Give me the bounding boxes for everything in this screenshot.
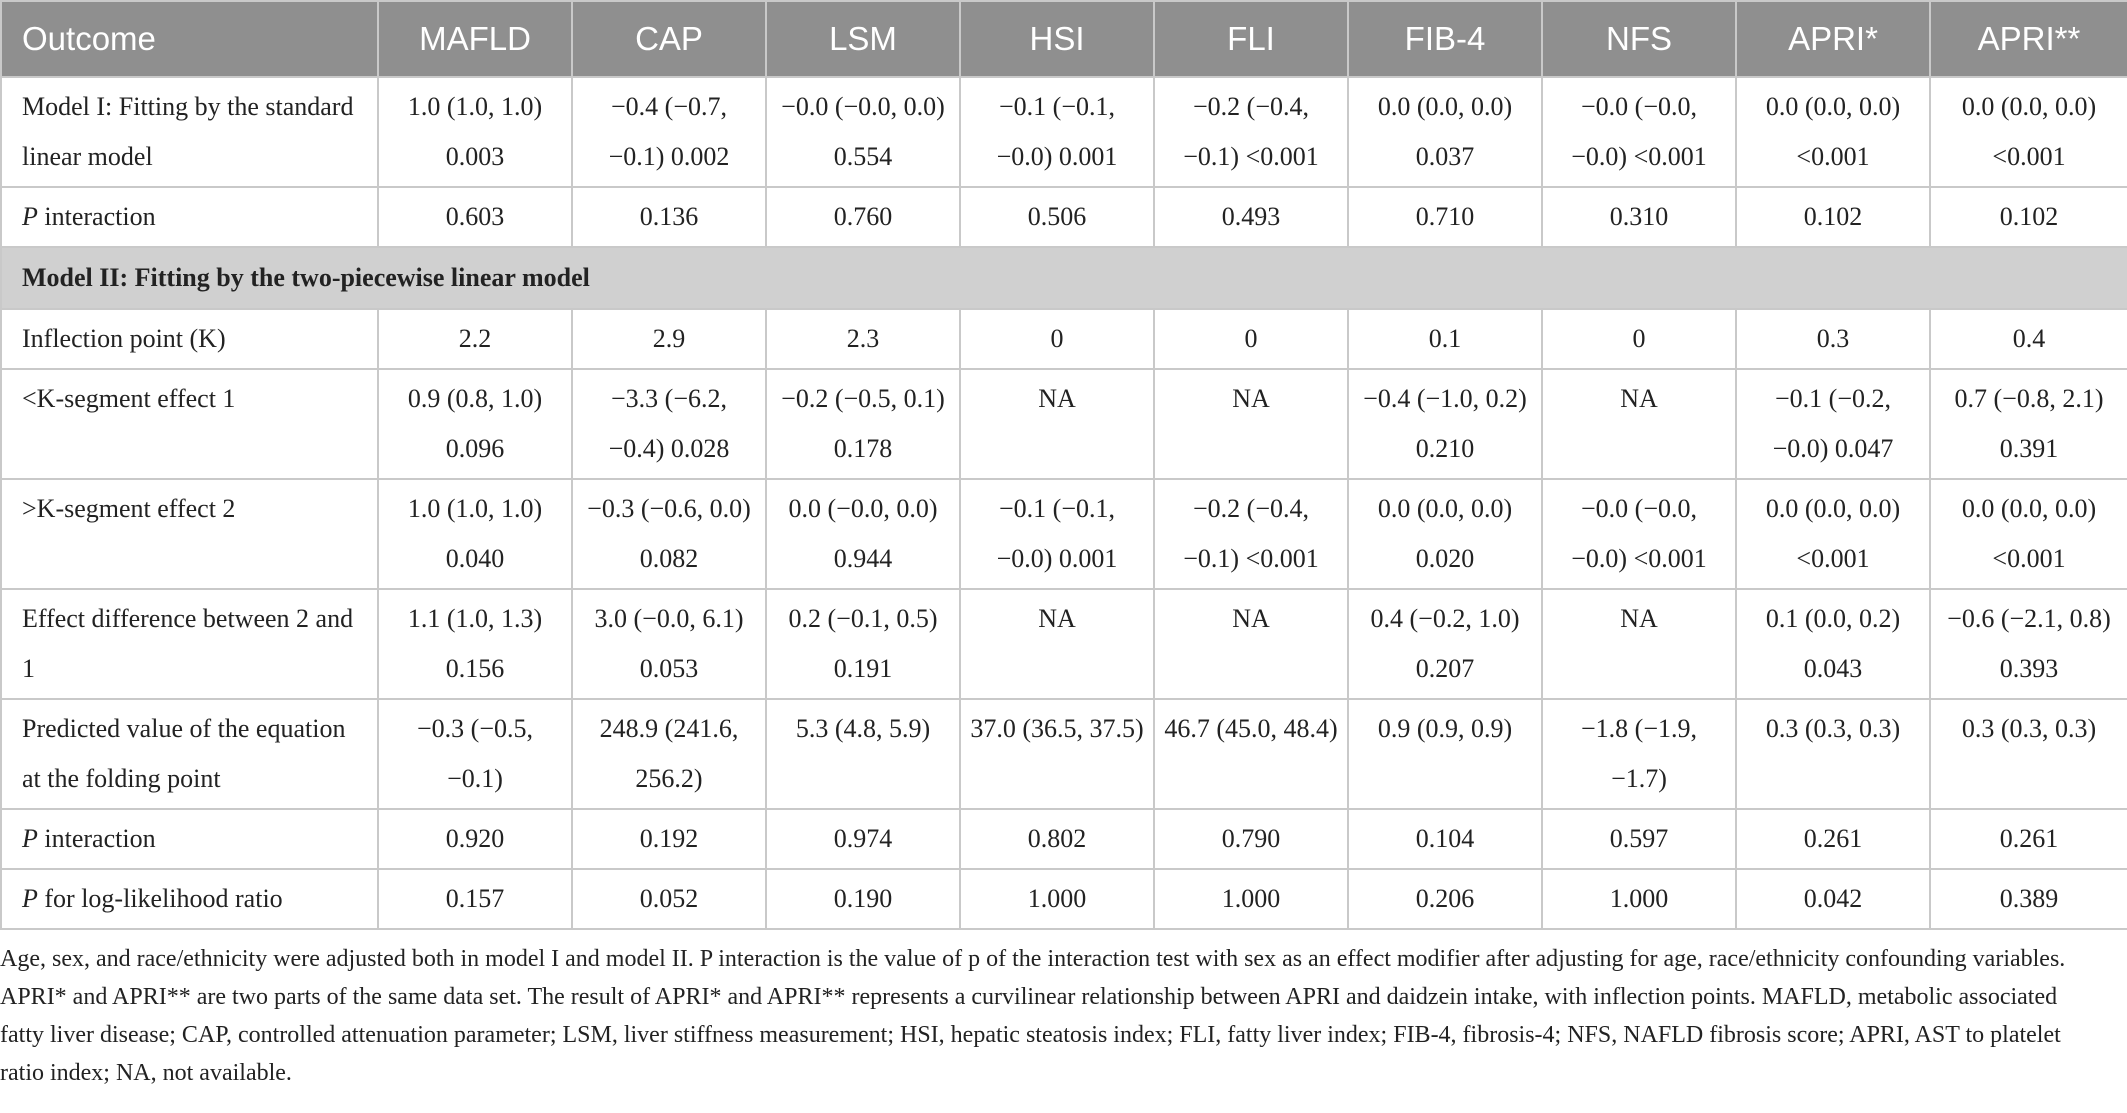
- table-cell: 0.790: [1154, 809, 1348, 869]
- table-cell: −1.8 (−1.9, −1.7): [1542, 699, 1736, 809]
- table-cell: 0.102: [1930, 187, 2127, 247]
- table-cell: 0: [1154, 309, 1348, 369]
- table-cell: 0.4 (−0.2, 1.0) 0.207: [1348, 589, 1542, 699]
- table-cell: NA: [960, 369, 1154, 479]
- table-cell: NA: [1542, 369, 1736, 479]
- row-label: Predicted value of the equation at the folding point: [1, 699, 378, 809]
- table-cell: 0.192: [572, 809, 766, 869]
- table-row: [1, 187, 2127, 247]
- table-row: [1, 309, 2127, 369]
- table-cell: 0.603: [378, 187, 572, 247]
- row-label: [1, 187, 378, 247]
- table-cell: 0.1 (0.0, 0.2) 0.043: [1736, 589, 1930, 699]
- column-header: CAP: [572, 1, 766, 77]
- table-cell: −0.2 (−0.5, 0.1) 0.178: [766, 369, 960, 479]
- table-cell: 0.190: [766, 869, 960, 929]
- column-header: APRI**: [1930, 1, 2127, 77]
- table-cell: −0.4 (−0.7, −0.1) 0.002: [572, 77, 766, 187]
- row-label: [1, 809, 378, 869]
- table-cell: 0.9 (0.9, 0.9): [1348, 699, 1542, 809]
- table-cell: 0.310: [1542, 187, 1736, 247]
- table-cell: 0.261: [1736, 809, 1930, 869]
- column-header: NFS: [1542, 1, 1736, 77]
- table-cell: 0.261: [1930, 809, 2127, 869]
- section-header: Model II: Fitting by the two-piecewise linear model: [1, 247, 2127, 309]
- table-cell: 1.000: [960, 869, 1154, 929]
- table-cell: 1.000: [1542, 869, 1736, 929]
- table-cell: 0: [960, 309, 1154, 369]
- table-cell: 0.0 (−0.0, 0.0) 0.944: [766, 479, 960, 589]
- table-cell: 2.9: [572, 309, 766, 369]
- table-row: [1, 809, 2127, 869]
- row-label: [1, 869, 378, 929]
- column-header: HSI: [960, 1, 1154, 77]
- p-italic: P: [22, 884, 38, 913]
- table-cell: 0.0 (0.0, 0.0) <0.001: [1736, 479, 1930, 589]
- table-cell: 0.7 (−0.8, 2.1) 0.391: [1930, 369, 2127, 479]
- table-cell: −0.1 (−0.1, −0.0) 0.001: [960, 77, 1154, 187]
- row-label: Effect difference between 2 and 1: [1, 589, 378, 699]
- table-cell: 0.974: [766, 809, 960, 869]
- table-cell: 0.506: [960, 187, 1154, 247]
- table-cell: 2.2: [378, 309, 572, 369]
- table-cell: −0.0 (−0.0, −0.0) <0.001: [1542, 479, 1736, 589]
- table-cell: 0.389: [1930, 869, 2127, 929]
- row-label-text: interaction: [37, 824, 156, 853]
- table-cell: NA: [1154, 589, 1348, 699]
- table-cell: 1.0 (1.0, 1.0) 0.003: [378, 77, 572, 187]
- table-cell: −0.0 (−0.0, −0.0) <0.001: [1542, 77, 1736, 187]
- table-row: [1, 369, 2127, 479]
- table-row: [1, 479, 2127, 589]
- table-cell: 0.802: [960, 809, 1154, 869]
- table-cell: 0.710: [1348, 187, 1542, 247]
- table-cell: 1.000: [1154, 869, 1348, 929]
- section-row: [1, 247, 2127, 309]
- table-cell: 0.1: [1348, 309, 1542, 369]
- table-cell: 248.9 (241.6, 256.2): [572, 699, 766, 809]
- row-label: <K-segment effect 1: [1, 369, 378, 479]
- table-cell: 0.157: [378, 869, 572, 929]
- table-cell: −0.1 (−0.2, −0.0) 0.047: [1736, 369, 1930, 479]
- table-cell: 0.052: [572, 869, 766, 929]
- table-cell: 0.3: [1736, 309, 1930, 369]
- table-row: [1, 77, 2127, 187]
- table-cell: 5.3 (4.8, 5.9): [766, 699, 960, 809]
- table-cell: 3.0 (−0.0, 6.1) 0.053: [572, 589, 766, 699]
- table-row: [1, 589, 2127, 699]
- table-cell: 0.597: [1542, 809, 1736, 869]
- header-row: [1, 1, 2127, 77]
- p-italic: P: [22, 824, 38, 853]
- table-cell: NA: [1542, 589, 1736, 699]
- table-cell: −0.1 (−0.1, −0.0) 0.001: [960, 479, 1154, 589]
- table-cell: 0.3 (0.3, 0.3): [1930, 699, 2127, 809]
- table-cell: 0.0 (0.0, 0.0) 0.037: [1348, 77, 1542, 187]
- table-cell: 2.3: [766, 309, 960, 369]
- table-cell: 0.493: [1154, 187, 1348, 247]
- column-header: APRI*: [1736, 1, 1930, 77]
- column-header: FIB-4: [1348, 1, 1542, 77]
- table-cell: 0.9 (0.8, 1.0) 0.096: [378, 369, 572, 479]
- table-cell: −3.3 (−6.2, −0.4) 0.028: [572, 369, 766, 479]
- table-cell: 0.0 (0.0, 0.0) 0.020: [1348, 479, 1542, 589]
- table-cell: 0.760: [766, 187, 960, 247]
- column-header: Outcome: [1, 1, 378, 77]
- table-cell: 0.920: [378, 809, 572, 869]
- table-cell: NA: [1154, 369, 1348, 479]
- row-label-text: for log-likelihood ratio: [37, 884, 283, 913]
- table-cell: −0.3 (−0.5, −0.1): [378, 699, 572, 809]
- column-header: LSM: [766, 1, 960, 77]
- table-cell: −0.2 (−0.4, −0.1) <0.001: [1154, 77, 1348, 187]
- table-cell: 1.0 (1.0, 1.0) 0.040: [378, 479, 572, 589]
- table-cell: −0.3 (−0.6, 0.0) 0.082: [572, 479, 766, 589]
- table-row: [1, 699, 2127, 809]
- table-cell: 0.4: [1930, 309, 2127, 369]
- row-label: Inflection point (K): [1, 309, 378, 369]
- table-cell: −0.6 (−2.1, 0.8) 0.393: [1930, 589, 2127, 699]
- table-cell: 0.136: [572, 187, 766, 247]
- p-italic: P: [22, 202, 38, 231]
- row-label: Model I: Fitting by the standard linear model: [1, 77, 378, 187]
- table-cell: −0.0 (−0.0, 0.0) 0.554: [766, 77, 960, 187]
- table-cell: −0.2 (−0.4, −0.1) <0.001: [1154, 479, 1348, 589]
- table-cell: 0.0 (0.0, 0.0) <0.001: [1736, 77, 1930, 187]
- row-label-text: interaction: [37, 202, 156, 231]
- table-cell: 0.0 (0.0, 0.0) <0.001: [1930, 77, 2127, 187]
- table-cell: 0.206: [1348, 869, 1542, 929]
- table-cell: 0.042: [1736, 869, 1930, 929]
- table-cell: 46.7 (45.0, 48.4): [1154, 699, 1348, 809]
- table-cell: 0.3 (0.3, 0.3): [1736, 699, 1930, 809]
- table-cell: 1.1 (1.0, 1.3) 0.156: [378, 589, 572, 699]
- column-header: FLI: [1154, 1, 1348, 77]
- table-cell: −0.4 (−1.0, 0.2) 0.210: [1348, 369, 1542, 479]
- column-header: MAFLD: [378, 1, 572, 77]
- table-cell: 0.104: [1348, 809, 1542, 869]
- table-cell: 0.0 (0.0, 0.0) <0.001: [1930, 479, 2127, 589]
- table-cell: 0.102: [1736, 187, 1930, 247]
- table-footnote: Age, sex, and race/ethnicity were adjusted both in model I and model II. P interaction is the value of p of the interaction test with sex as an effect modifier after adjusting for age, race/ethnicity confounding variables. APRI* and APRI** are two parts of the same data set. The result of APRI* and APRI** represents a curvilinear relationship between APRI and daidzein intake, with inflection points. MAFLD, metabolic associated fatty liver disease; CAP, controlled attenuation parameter; LSM, liver stiffness measurement; HSI, hepatic steatosis index; FLI, fatty liver index; FIB-4, fibrosis-4; NFS, NAFLD fibrosis score; APRI, AST to platelet ratio index; NA, not available.: [0, 946, 2066, 1086]
- row-label: >K-segment effect 2: [1, 479, 378, 589]
- table-cell: NA: [960, 589, 1154, 699]
- table-cell: 0.2 (−0.1, 0.5) 0.191: [766, 589, 960, 699]
- table-cell: 37.0 (36.5, 37.5): [960, 699, 1154, 809]
- table-row: [1, 869, 2127, 929]
- table-cell: 0: [1542, 309, 1736, 369]
